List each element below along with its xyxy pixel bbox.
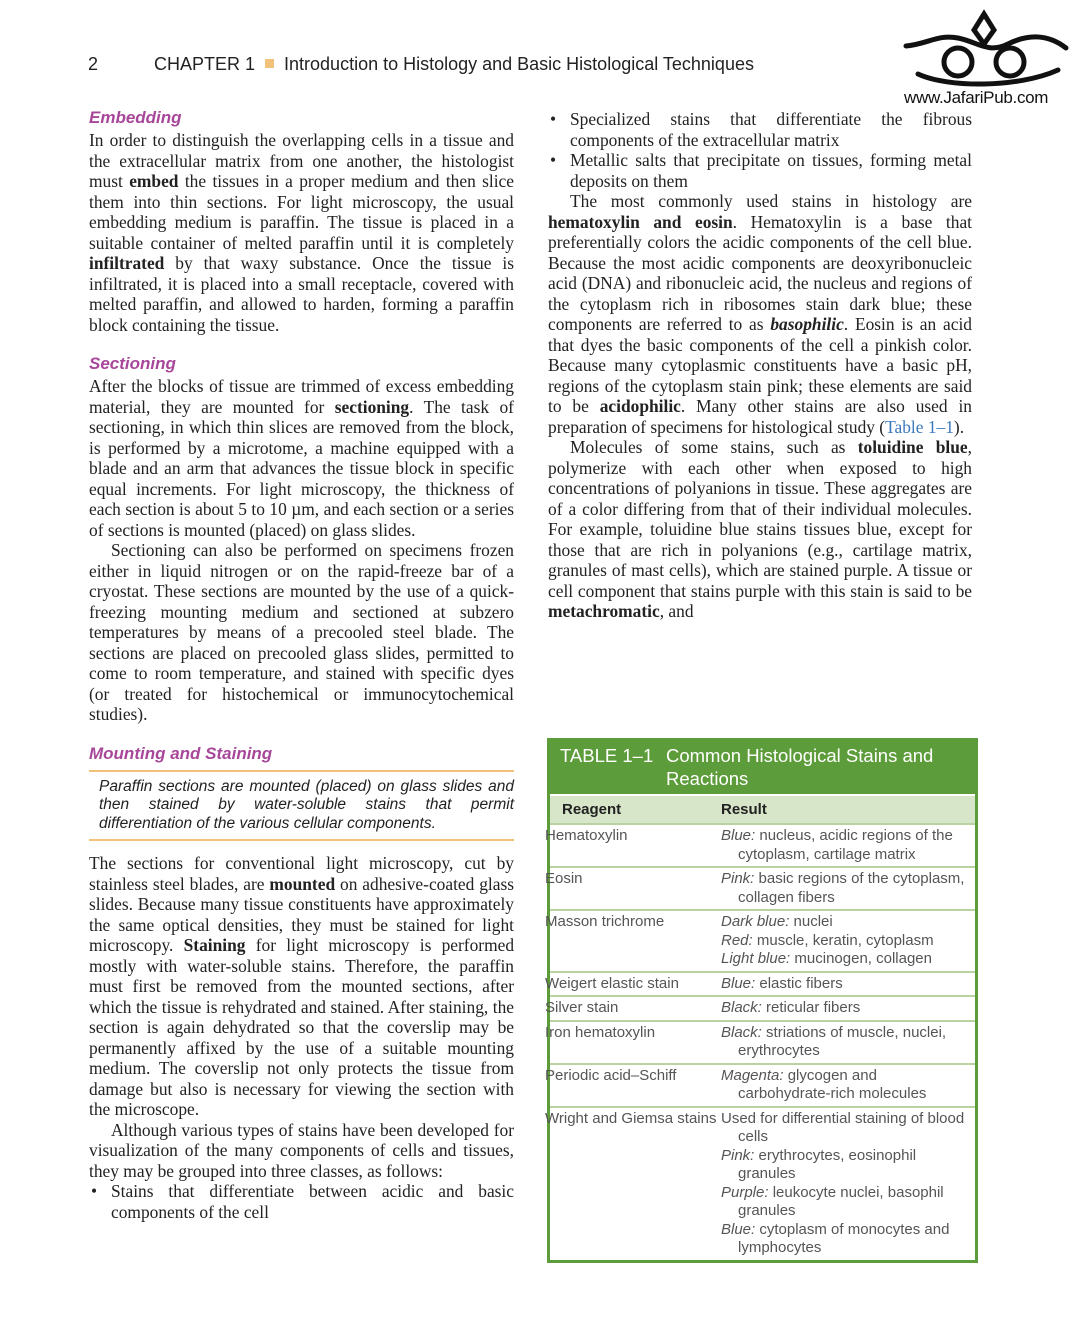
- left-column: [89, 108, 514, 1222]
- page-number: 2: [88, 54, 99, 74]
- result-cell: [721, 975, 975, 994]
- right-column: [548, 109, 972, 622]
- table-row: [545, 1063, 975, 1106]
- sectioning-heading: Sectioning: [89, 354, 176, 373]
- result-line: Red: muscle, keratin, cytoplasm: [721, 931, 934, 949]
- table-row: [545, 866, 975, 909]
- column-header-result: Result: [721, 801, 767, 818]
- bullet-item: • Stains that differentiate between acidic and basic components of the cell: [89, 1181, 514, 1222]
- result-cell: [721, 1067, 975, 1104]
- result-cell: [721, 1110, 975, 1258]
- reagent-cell: Silver stain: [545, 999, 619, 1016]
- sectioning-paragraph-1: After the blocks of tissue are trimmed of excess embedding material, they are mounted for sectioning. The task of sectioning, in which thin slices are removed from the block, is performed by a microtome, a machine equipped with a blade and an arm that advances the tissue block in specific equal increments. For light microscopy, the thickness of each section is about 5 to 10 µm, and each section or a series of sections is mounted (placed) on glass slides.: [89, 376, 514, 540]
- table-row: [545, 909, 975, 971]
- table-row: [545, 823, 975, 866]
- table-title-bar: [550, 741, 975, 794]
- result-cell: [721, 870, 975, 907]
- reagent-cell: Wright and Giemsa stains: [545, 1109, 717, 1127]
- reagent-cell: Hematoxylin: [545, 827, 628, 844]
- result-line: Light blue: mucinogen, collagen: [721, 950, 932, 967]
- table-row: [545, 1020, 975, 1063]
- result-line: Blue: elastic fibers: [721, 974, 843, 992]
- reagent-cell: Masson trichrome: [545, 913, 665, 930]
- result-line: Blue: cytoplasm of monocytes and lymphocytes: [721, 1220, 950, 1256]
- result-cell: [721, 827, 975, 864]
- stains-paragraph-1: The most commonly used stains in histology are hematoxylin and eosin. Hematoxylin is a base that preferentially colors the acidic components of the cell blue. Because the most acidic components are deoxyribonucleic acid (DNA) and ribonucleic acid, the nucleus and regions of the cytoplasm rich in ribosomes stain dark blue; these components are referred to as basophilic. Eosin is an acid that dyes the basic components of the cell a pinkish color. Because many cytoplasmic constituents have a basic pH, regions of the cytoplasm stain pink; these elements are said to be acidophilic. Many other stains are also used in preparation of specimens for histological study (Table 1–1).: [548, 191, 972, 437]
- table-row: [545, 1106, 975, 1260]
- result-line: Black: reticular fibers: [721, 999, 861, 1016]
- bullet-item: • Metallic salts that precipitate on tissues, forming metal deposits on them: [548, 150, 972, 191]
- table-reference-link[interactable]: Table 1–1: [885, 416, 954, 437]
- table-row: [545, 971, 975, 996]
- table-row: [545, 995, 975, 1020]
- result-line: Magenta: glycogen and carbohydrate-rich molecules: [721, 1066, 927, 1102]
- chapter-label: CHAPTER 1: [154, 54, 256, 74]
- reagent-cell: Eosin: [545, 870, 583, 887]
- mounting-heading: Mounting and Staining: [89, 743, 273, 763]
- table-label: TABLE 1–1: [560, 745, 654, 766]
- mounting-paragraph-1: The sections for conventional light microscopy, cut by stainless steel blades, are mounted on adhesive-coated glass slides. Because many tissue constituents have approximately the same optical densities, they must be stained for light microscopy. Staining for light microscopy is performed mostly with water-soluble stains. Therefore, the paraffin must first be removed from the mounted sections, after which the tissue is rehydrated and stained. After staining, the section is again dehydrated so that the coverslip may be permanently affixed by the use of a suitable mounting medium. The coverslip not only protects the tissue from damage but also is necessary for viewing the section with the microscope.: [89, 853, 515, 1119]
- result-cell: [721, 1024, 975, 1061]
- result-cell: [721, 913, 975, 969]
- table-header-row: [550, 794, 975, 823]
- mounting-paragraph-2: Although various types of stains have been developed for visualization of the many components of cells and tissues, they may be grouped into three classes, as follows:: [89, 1119, 514, 1181]
- embedding-paragraph: In order to distinguish the overlapping cells in a tissue and the extracellular matrix from one another, the histologist must embed the tissues in a proper medium and then slice them into thin sections. For light microscopy, the usual embedding medium is paraffin. The tissue is placed in a suitable container of melted paraffin until it is completely infiltrated by that waxy substance. Once the tissue is infiltrated, it is placed into a small receptacle, covered with melted paraffin, and allowed to harden, forming a paraffin block containing the tissue.: [89, 130, 514, 335]
- table-title: Common Histological Stains and Reactions: [666, 745, 934, 789]
- result-line: Pink: basic regions of the cytoplasm, collagen fibers: [721, 870, 965, 906]
- table-body: [545, 823, 975, 1260]
- column-header-reagent: Reagent: [562, 801, 622, 818]
- result-line: Dark blue: nuclei: [721, 913, 833, 930]
- chapter-title: Introduction to Histology and Basic Histological Techniques: [284, 54, 754, 74]
- result-line: Blue: nucleus, acidic regions of the cytoplasm, cartilage matrix: [721, 827, 953, 863]
- header-square-icon: [265, 59, 274, 68]
- key-point-box: Paraffin sections are mounted (placed) on glass slides and then stained by water-soluble stains that permit differentiation of the various cellular components.: [89, 770, 514, 842]
- result-cell: [721, 999, 975, 1018]
- running-header: [88, 54, 754, 75]
- logo-url-text: www.JafariPub.com: [904, 88, 1049, 107]
- reagent-cell: Iron hematoxylin: [545, 1023, 656, 1041]
- bullet-item: • Specialized stains that differentiate the fibrous components of the extracellular matrix: [548, 109, 972, 150]
- sectioning-paragraph-2: Sectioning can also be performed on specimens frozen either in liquid nitrogen or on the rapid-freeze bar of a cryostat. These sections are mounted by the use of a quick-freezing mounting medium and sectioned at subzero temperatures by means of a precooled steel blade. The sections are placed on precooled glass slides, permitted to come to room temperature, and stained with specific dyes (or treated for histochemical or immunocytochemical studies).: [89, 540, 514, 724]
- reagent-cell: Weigert elastic stain: [545, 974, 679, 992]
- result-line: Used for differential staining of blood cells: [721, 1109, 965, 1145]
- result-line: Purple: leukocyte nuclei, basophil granules: [721, 1183, 944, 1219]
- stains-table: [547, 738, 978, 1263]
- result-line: Black: striations of muscle, nuclei, erythrocytes: [721, 1023, 947, 1059]
- embedding-heading: Embedding: [89, 108, 182, 127]
- result-line: Pink: erythrocytes, eosinophil granules: [721, 1146, 917, 1182]
- reagent-cell: Periodic acid–Schiff: [545, 1066, 677, 1084]
- stains-paragraph-2: Molecules of some stains, such as toluidine blue, polymerize with each other when exposed to high concentrations of polyanions in tissue. These aggregates are of a color differing from that of their individual molecules. For example, toluidine blue stains tissues blue, except for those that are rich in polyanions (e.g., cartilage matrix, granules of mast cells), which are stained purple. A tissue or cell component that stains purple with this stain is said to be metachromatic, and: [548, 437, 972, 621]
